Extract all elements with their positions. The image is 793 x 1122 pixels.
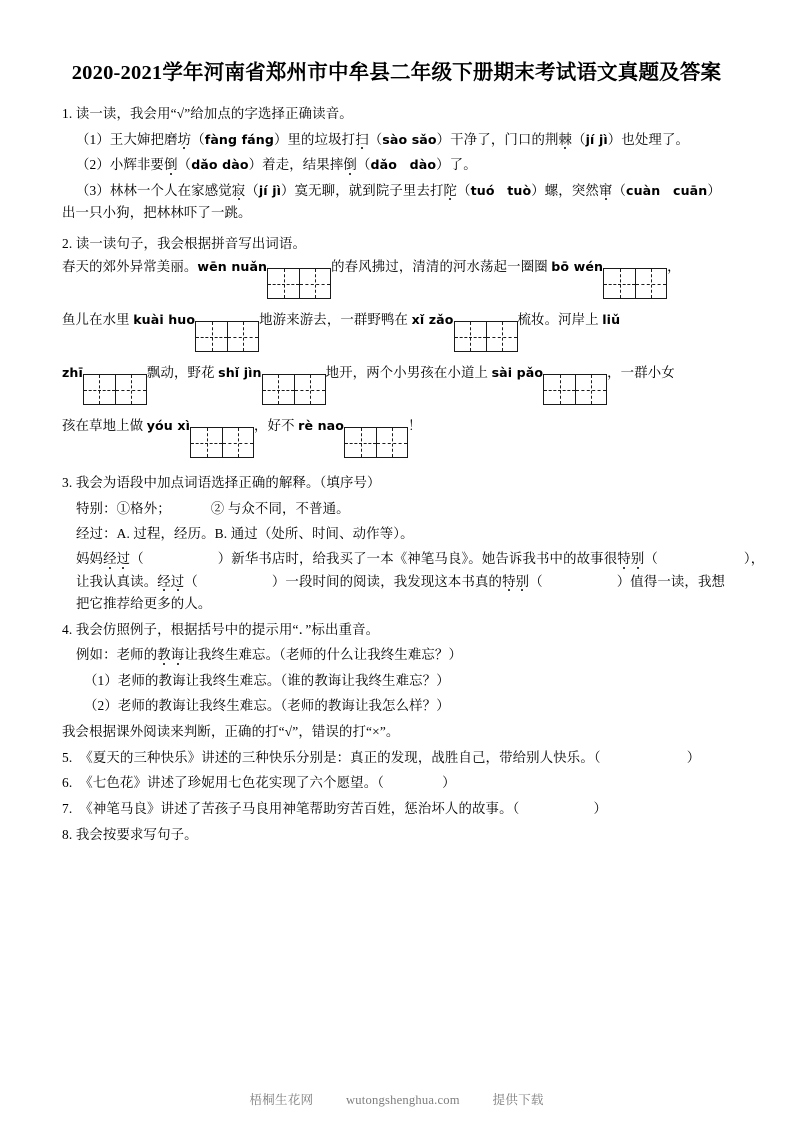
writing-grid[interactable] bbox=[454, 321, 518, 352]
question-8 bbox=[62, 828, 731, 841]
question-4 bbox=[62, 623, 731, 713]
writing-grid[interactable] bbox=[543, 374, 607, 405]
page-title: 2020-2021学年河南省郑州市中牟县二年级下册期末考试语文真题及答案 bbox=[71, 62, 722, 84]
question-1-stem: 1. 读一读，我会用“√”给加点的字选择正确读音。 bbox=[62, 106, 353, 122]
writing-grid[interactable] bbox=[190, 427, 254, 458]
question-1-item-1: （1）王大婶把磨坊（fàng fáng）里的垃圾打扫（sào sǎo）干净了，门口的荆棘（jí jì）也处理了。 bbox=[76, 131, 690, 147]
writing-grid[interactable] bbox=[603, 268, 667, 299]
judge-item-5: 5. 《夏天的三种快乐》讲述的三种快乐分别是：真正的发现，战胜自己，带给别人快乐。（ ） bbox=[62, 749, 701, 765]
question-1 bbox=[62, 107, 731, 220]
question-3-passage-line-2: 让我认真读。经过（ ）一段时间的阅读，我发现这本书真的特别（ ）值得一读，我想 bbox=[76, 573, 726, 589]
footer-site-name: 梧桐生花网 bbox=[249, 1093, 314, 1107]
writing-grid[interactable] bbox=[344, 427, 408, 458]
judge-section bbox=[62, 725, 731, 815]
writing-grid[interactable] bbox=[262, 374, 326, 405]
question-4-example: 例如：老师的教诲让我终生难忘。（老师的什么让我终生难忘？） bbox=[76, 647, 462, 663]
question-4-item-2: （2）老师的教诲让我终生难忘。（老师的教诲让我怎么样？） bbox=[84, 697, 450, 713]
question-2-line-1: 春天的郊外异常美丽。wēn nuǎn 的春风拂过，清清的河水荡起一圈圈 bō wén ， bbox=[62, 260, 731, 299]
question-1-item-3b: 出一只小狗，把林林吓了一跳。 bbox=[62, 205, 252, 221]
question-2-line-4: 孩在草地上做 yóu xì ，好不 rè nao ！ bbox=[62, 419, 731, 458]
question-3-gloss-1: 特别：①格外； ② 与众不同，不普通。 bbox=[76, 500, 350, 516]
question-3-passage-line-3: 把它推荐给更多的人。 bbox=[76, 596, 212, 612]
question-3 bbox=[62, 475, 765, 612]
question-1-item-2: （2）小辉非要倒（dǎo dào）着走，结果摔倒（dǎo dào）了。 bbox=[76, 157, 477, 173]
question-3-stem: 3. 我会为语段中加点词语选择正确的解释。（填序号） bbox=[62, 475, 381, 491]
question-2 bbox=[62, 237, 731, 458]
writing-grid[interactable] bbox=[195, 321, 259, 352]
question-8-stem: 8. 我会按要求写句子。 bbox=[62, 826, 198, 842]
question-3-passage-line-1: 妈妈经过（ ）新华书店时，给我买了一本《神笔马良》。她告诉我书中的故事很特别（ ）， bbox=[76, 551, 765, 567]
writing-grid[interactable] bbox=[267, 268, 331, 299]
question-4-item-1: （1）老师的教诲让我终生难忘。（谁的教诲让我终生难忘？） bbox=[84, 672, 450, 688]
question-4-stem: 4. 我会仿照例子，根据括号中的提示用“．”标出重音。 bbox=[62, 621, 380, 637]
judge-item-6: 6. 《七色花》讲述了珍妮用七色花实现了六个愿望。（ ） bbox=[62, 775, 456, 791]
footer-action: 提供下载 bbox=[492, 1093, 544, 1107]
question-3-gloss-2: 经过：A. 过程，经历。B. 通过（处所、时间、动作等）。 bbox=[76, 526, 414, 542]
question-1-item-3a: （3）林林一个人在家感觉寂（jí jì）寞无聊，就到院子里去打陀（tuó tuò）螺，突然窜（cuàn cuān） bbox=[76, 182, 721, 198]
question-2-line-2: 鱼儿在水里 kuài huo 地游来游去，一群野鸭在 xǐ zǎo 梳妆。河岸上 liǔ bbox=[62, 313, 731, 352]
footer-url: wutongshenghua.com bbox=[346, 1093, 460, 1107]
judge-section-stem: 我会根据课外阅读来判断，正确的打“√”，错误的打“×”。 bbox=[62, 724, 400, 740]
page-footer bbox=[0, 1089, 793, 1108]
writing-grid[interactable] bbox=[83, 374, 147, 405]
judge-item-7: 7. 《神笔马良》讲述了苦孩子马良用神笔帮助穷苦百姓，惩治坏人的故事。（ ） bbox=[62, 800, 608, 816]
question-2-line-3: zhī 飘动，野花 shǐ jìn 地开，两个小男孩在小道上 sài pǎo ，一群小女 bbox=[62, 366, 731, 405]
question-2-stem: 2. 读一读句子，我会根据拼音写出词语。 bbox=[62, 235, 307, 251]
